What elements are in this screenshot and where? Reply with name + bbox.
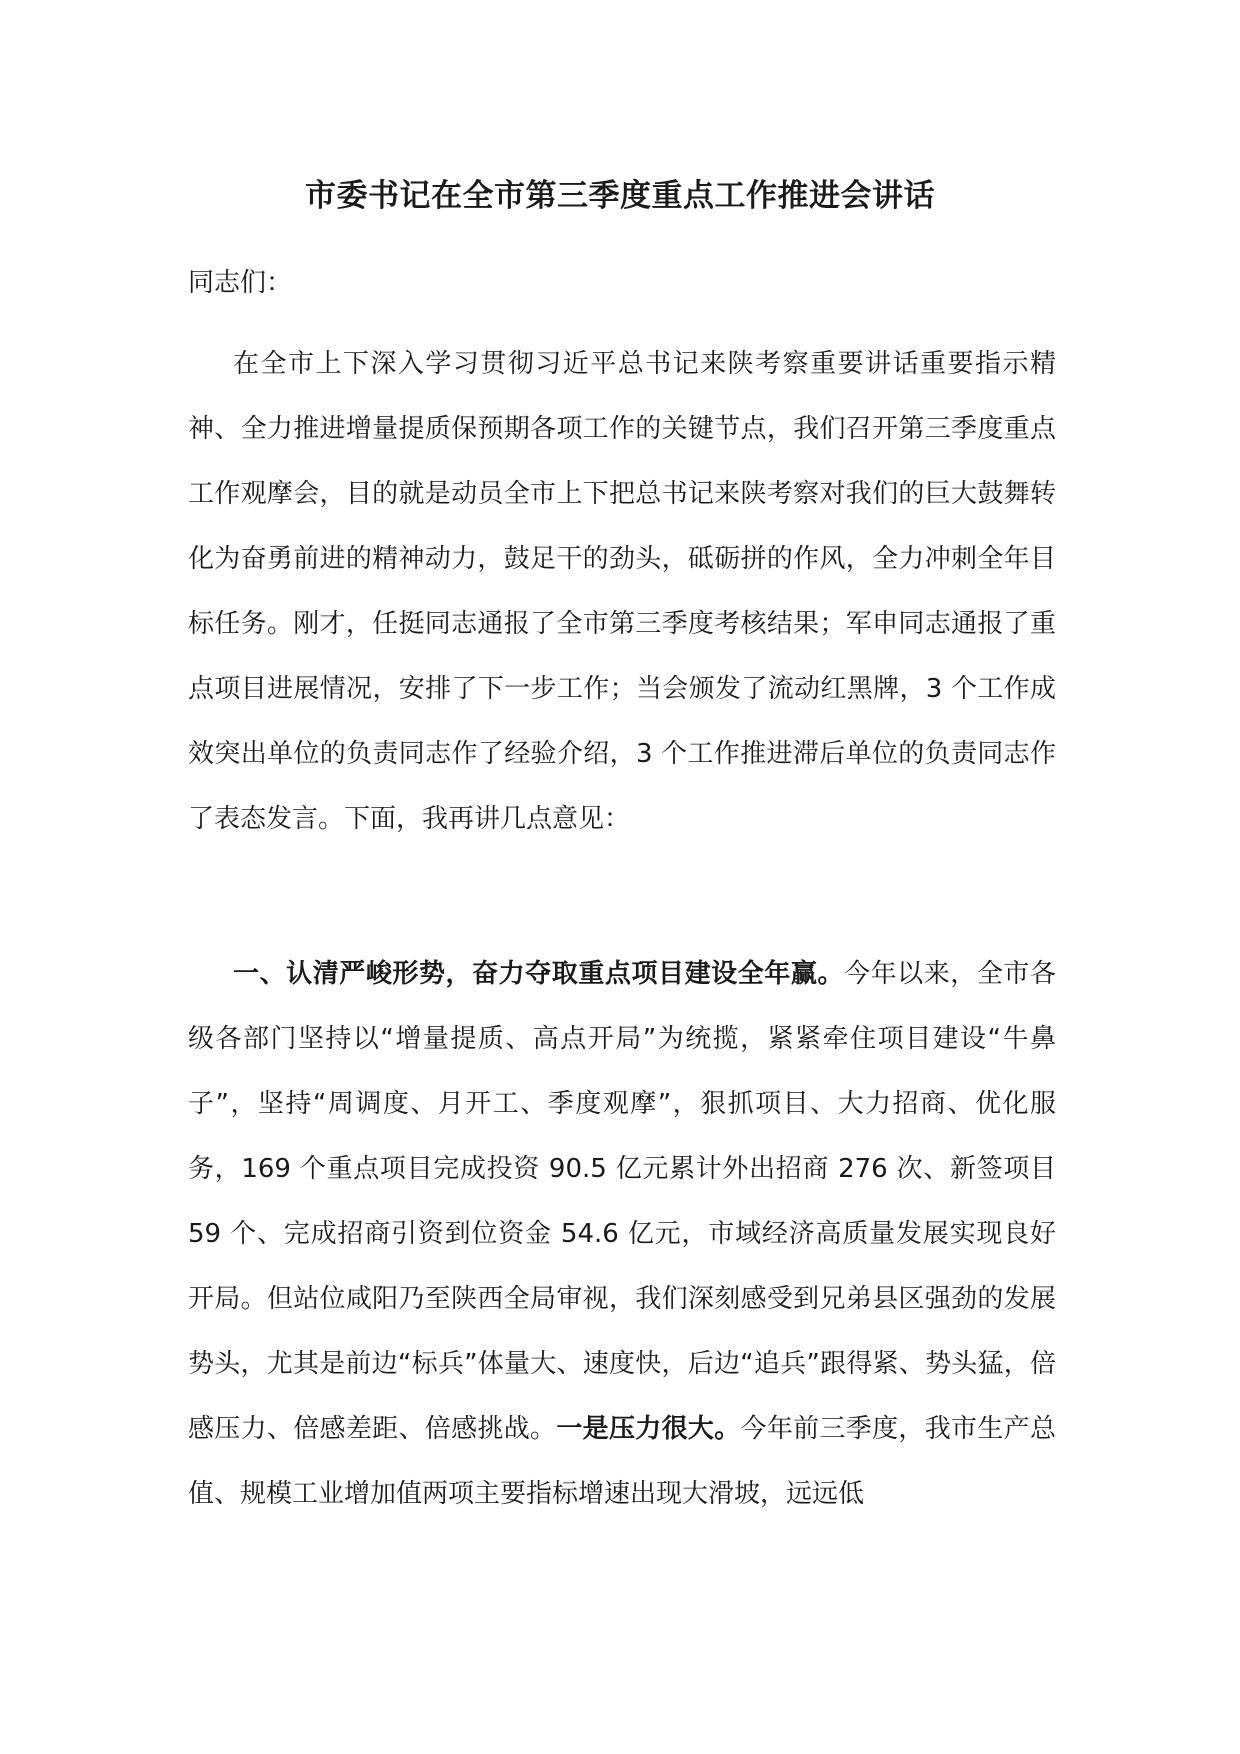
paragraph-section-1 (188, 942, 1056, 1527)
section-1-subheading: 一是压力很大。 (556, 1414, 741, 1444)
document-title: 市委书记在全市第三季度重点工作推进会讲话 (305, 178, 935, 214)
section-1-text-b: 今年前三季度，我市生产总值、规模工业增加值两项主要指标增速出现大滑坡，远远低 (188, 1414, 1056, 1509)
salutation: 同志们： (188, 268, 293, 298)
section-1-heading: 一、认清严峻形势，奋力夺取重点项目建设全年赢。 (233, 959, 845, 989)
paragraph-intro: 在全市上下深入学习贯彻习近平总书记来陕考察重要讲话重要指示精神、全力推进增量提质保预期各项工作的关键节点，我们召开第三季度重点工作观摩会，目的就是动员全市上下把总书记来陕考察对我们的巨大鼓舞转化为奋勇前进的精神动力，鼓足干的劲头，砥砺拼的作风，全力冲刺全年目标任务。刚才，任挺同志通报了全市第三季度考核结果；军申同志通报了重点项目进展情况，安排了下一步工作；当会颁发了流动红黑牌，3 个工作成效突出单位的负责同志作了经验介绍，3 个工作推进滞后单位的负责同志作了表态发言。下面，我再讲几点意见： (188, 349, 1056, 834)
section-1-text-a: 今年以来，全市各级各部门坚持以“增量提质、高点开局”为统揽，紧紧牵住项目建设“牛鼻子”，坚持“周调度、月开工、季度观摩”，狠抓项目、大力招商、优化服务，169 个重点项目完成投资 90.5 亿元累计外出招商 276 次、新签项目 59 个、完成招商引资到位资金 54.6 亿元，市域经济高质量发展实现良好开局。但站位咸阳乃至陕西全局审视，我们深刻感受到兄弟县区强劲的发展势头，尤其是前边“标兵”体量大、速度快，后边“追兵”跟得紧、势头猛，倍感压力、倍感差距、倍感挑战。 (188, 959, 1056, 1444)
